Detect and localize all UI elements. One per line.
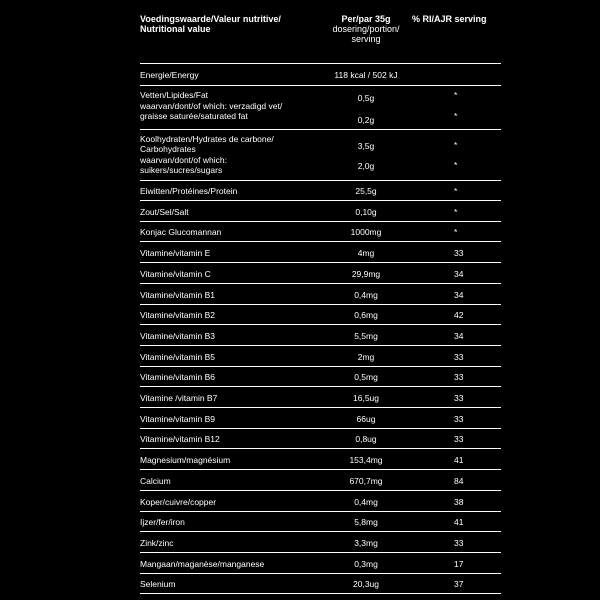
- nutrition-table: [140, 0, 501, 600]
- divider: [140, 511, 501, 512]
- header-nutrient-label: [140, 14, 330, 34]
- ri-value: 42: [454, 310, 464, 321]
- ri-value: 33: [454, 372, 464, 383]
- per-serving-value: 153,4mg: [349, 455, 383, 466]
- ri-value: 84: [454, 475, 464, 486]
- per-serving-value: 20,3ug: [353, 579, 379, 590]
- per-serving-value: 0,3mg: [354, 558, 378, 569]
- header-name-line2: Nutritional value: [140, 24, 211, 34]
- ri-value: 38: [454, 496, 464, 507]
- nutrient-name: Zout/Sel/Salt: [140, 206, 189, 217]
- table-header: [140, 14, 501, 64]
- ri-value: *: [454, 90, 458, 100]
- nutrient-name: Ijzer/fer/iron: [140, 517, 185, 528]
- per-serving-value: 0,5g: [357, 93, 375, 103]
- nutrient-name: Vetten/Lipides/Fat: [140, 90, 209, 100]
- divider: [140, 241, 501, 242]
- header-per-serving-label: [326, 14, 406, 44]
- divider: [140, 129, 501, 130]
- nutrient-name: Eiwitten/Protéines/Protein: [140, 186, 238, 196]
- per-serving-sub-value: 0,2g: [357, 115, 375, 125]
- nutrient-sub-name: suikers/sucres/sugars: [140, 165, 223, 175]
- table-row: [140, 134, 501, 180]
- per-serving-value: 1000mg: [350, 227, 382, 238]
- nutrient-name: Vitamine/vitamin E: [140, 248, 211, 259]
- ri-value: 33: [454, 351, 464, 362]
- header-per-line2: dosering/portion/: [332, 24, 400, 34]
- nutrient-sub-name: waarvan/dont/of which: verzadigd vet/: [140, 101, 283, 111]
- per-serving-value: 5,5mg: [354, 330, 378, 341]
- ri-value: 17: [454, 558, 464, 569]
- nutrient-sub-name: waarvan/dont/of which:: [140, 155, 227, 165]
- nutrient-name: Selenium: [140, 579, 176, 590]
- ri-value: 34: [454, 330, 464, 341]
- divider: [140, 593, 501, 594]
- nutrient-name: Calcium: [140, 475, 171, 486]
- per-serving-value: 25,5g: [355, 186, 377, 196]
- ri-value: 33: [454, 537, 464, 548]
- divider: [140, 428, 501, 429]
- divider: [140, 469, 501, 470]
- divider: [140, 552, 501, 553]
- per-serving-sub-value: 2,0g: [357, 161, 375, 171]
- per-serving-value: 118 kcal / 502 kJ: [334, 70, 398, 80]
- per-serving-value: 0,4mg: [354, 289, 378, 300]
- nutrient-name: Vitamine/vitamin B1: [140, 289, 215, 300]
- nutrient-name: Vitamine/vitamin B9: [140, 413, 215, 424]
- table-row: [140, 90, 501, 130]
- nutrient-name: Zink/zinc: [140, 537, 174, 548]
- ri-value: *: [454, 227, 458, 238]
- nutrient-name: Koolhydraten/Hydrates de carbone/: [140, 134, 274, 144]
- divider: [140, 573, 501, 574]
- ri-value: 33: [454, 393, 464, 403]
- divider: [140, 180, 501, 181]
- divider: [140, 345, 501, 346]
- nutrient-sub-name: graisse saturée/saturated fat: [140, 111, 248, 121]
- per-serving-value: 3,3mg: [354, 537, 378, 548]
- ri-value: 41: [454, 517, 464, 528]
- divider: [140, 407, 501, 408]
- divider: [140, 531, 501, 532]
- nutrient-name: Vitamine /vitamin B7: [140, 393, 218, 403]
- per-serving-value: 0,5mg: [354, 372, 378, 383]
- ri-value: 34: [454, 268, 464, 279]
- divider: [140, 366, 501, 367]
- divider: [140, 85, 501, 86]
- nutrient-name: Vitamine/vitamin B2: [140, 310, 215, 321]
- divider: [140, 283, 501, 284]
- divider: [140, 63, 501, 64]
- divider: [140, 448, 501, 449]
- header-ri-label: % RI/AJR serving: [412, 14, 487, 24]
- per-serving-value: 3,5g: [357, 141, 375, 151]
- ri-sub-value: *: [454, 111, 458, 121]
- divider: [140, 200, 501, 201]
- ri-value: 37: [454, 579, 464, 590]
- divider: [140, 262, 501, 263]
- per-serving-value: 2mg: [357, 351, 375, 362]
- divider: [140, 304, 501, 305]
- divider: [140, 490, 501, 491]
- header-per-line3: serving: [351, 34, 381, 44]
- nutrient-name: Mangaan/maganèse/manganese: [140, 558, 265, 569]
- per-serving-value: 66ug: [356, 413, 376, 424]
- ri-value: *: [454, 186, 458, 196]
- per-serving-value: 16,5ug: [353, 393, 379, 403]
- ri-value: *: [454, 140, 458, 150]
- per-serving-value: 0,6mg: [354, 310, 378, 321]
- divider: [140, 386, 501, 387]
- header-name-line1: Voedingswaarde/Valeur nutritive/: [140, 14, 281, 24]
- nutrient-name: Energie/Energy: [140, 70, 199, 80]
- per-serving-value: 670,7mg: [349, 475, 383, 486]
- ri-sub-value: *: [454, 160, 458, 170]
- ri-value: 33: [454, 413, 464, 424]
- nutrient-name: Konjac Glucomannan: [140, 227, 222, 238]
- per-serving-value: 5,8mg: [354, 517, 378, 528]
- per-serving-value: 29,9mg: [351, 268, 381, 279]
- divider: [140, 221, 501, 222]
- ri-value: 34: [454, 289, 464, 300]
- nutrient-name: Vitamine/vitamin B3: [140, 330, 215, 341]
- nutrient-name: Vitamine/vitamin B6: [140, 372, 215, 383]
- ri-value: 41: [454, 455, 464, 466]
- nutrient-name: Vitamine/vitamin B12: [140, 434, 220, 445]
- header-per-line1: Per/par 35g: [341, 14, 391, 24]
- nutrient-name: Vitamine/vitamin C: [140, 268, 211, 279]
- ri-value: 33: [454, 248, 464, 259]
- nutrient-name: Vitamine/vitamin B5: [140, 351, 215, 362]
- per-serving-value: 0,8ug: [355, 434, 377, 445]
- nutrient-name: Koper/cuivre/copper: [140, 496, 217, 507]
- per-serving-value: 0,10g: [355, 206, 377, 217]
- nutrient-name-line2: Carbohydrates: [140, 144, 196, 154]
- nutrient-name: Magnesium/magnésium: [140, 455, 231, 466]
- per-serving-value: 0,4mg: [354, 496, 378, 507]
- ri-value: 33: [454, 434, 464, 445]
- per-serving-value: 4mg: [357, 248, 375, 259]
- divider: [140, 324, 501, 325]
- ri-value: *: [454, 206, 458, 217]
